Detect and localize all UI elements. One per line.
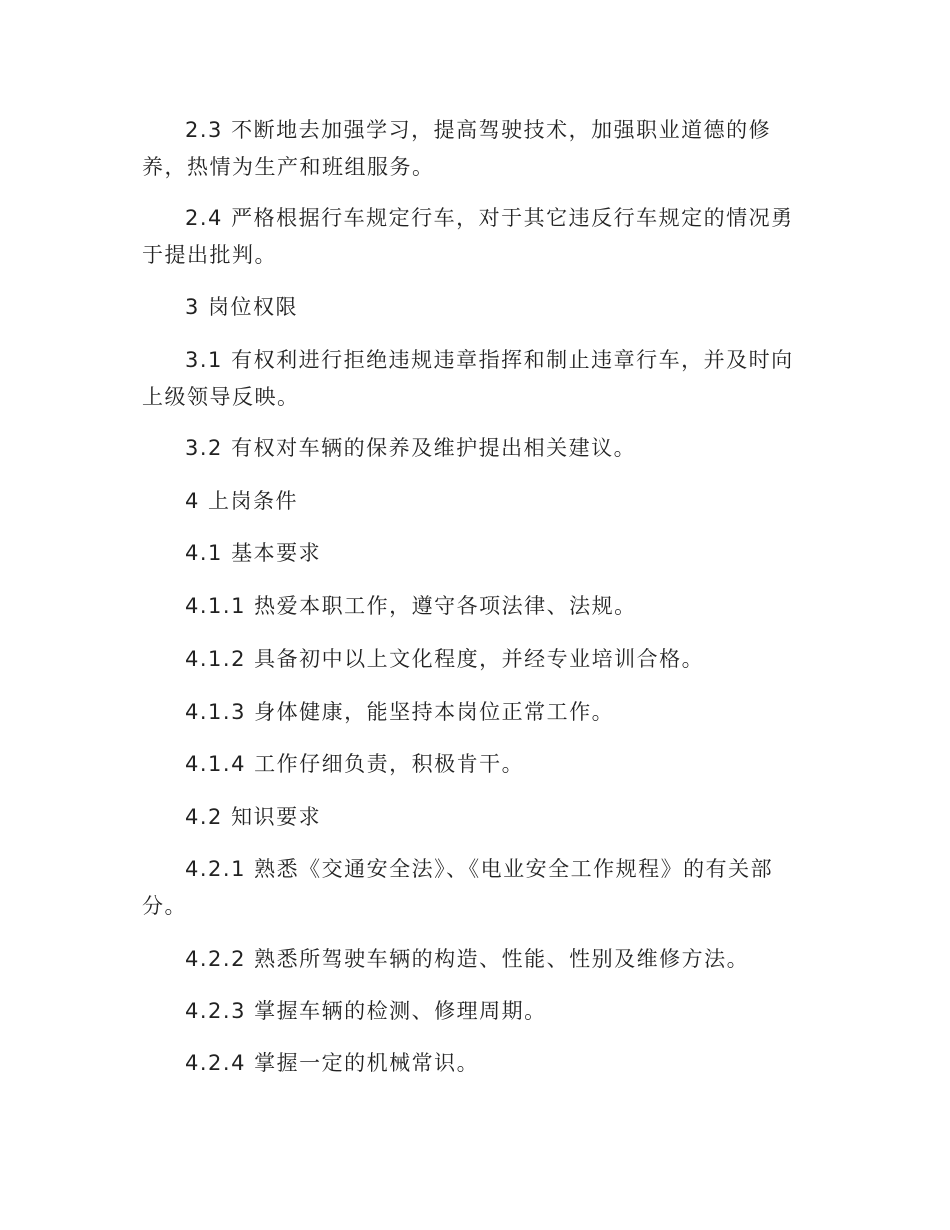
- paragraph-4-2-1: 4.2.1 熟悉《交通安全法》、《电业安全工作规程》的有关部分。: [142, 857, 774, 918]
- paragraph-4-1-4: 4.1.4 工作仔细负责，积极肯干。: [185, 752, 525, 776]
- section-heading-3: 3 岗位权限: [185, 295, 299, 319]
- subsection-heading-4-1: 4.1 基本要求: [185, 541, 322, 565]
- subsection-heading-4-2: 4.2 知识要求: [185, 805, 322, 829]
- paragraph-2-3: 2.3 不断地去加强学习，提高驾驶技术，加强职业道德的修养，热情为生产和班组服务。: [142, 118, 772, 179]
- section-heading-4: 4 上岗条件: [185, 489, 299, 513]
- paragraph-4-2-4: 4.2.4 掌握一定的机械常识。: [185, 1051, 480, 1075]
- paragraph-4-1-2: 4.1.2 具备初中以上文化程度，并经专业培训合格。: [185, 647, 705, 671]
- paragraph-3-2: 3.2 有权对车辆的保养及维护提出相关建议。: [185, 436, 637, 460]
- paragraph-4-1-3: 4.1.3 身体健康，能坚持本岗位正常工作。: [185, 700, 615, 724]
- paragraph-4-2-2: 4.2.2 熟悉所驾驶车辆的构造、性能、性别及维修方法。: [185, 947, 750, 971]
- paragraph-3-1: 3.1 有权利进行拒绝违规违章指挥和制止违章行车，并及时向上级领导反映。: [142, 348, 794, 409]
- paragraph-4-1-1: 4.1.1 热爱本职工作，遵守各项法律、法规。: [185, 594, 637, 618]
- paragraph-4-2-3: 4.2.3 掌握车辆的检测、修理周期。: [185, 999, 547, 1023]
- paragraph-2-4: 2.4 严格根据行车规定行车，对于其它违反行车规定的情况勇于提出批判。: [142, 206, 794, 267]
